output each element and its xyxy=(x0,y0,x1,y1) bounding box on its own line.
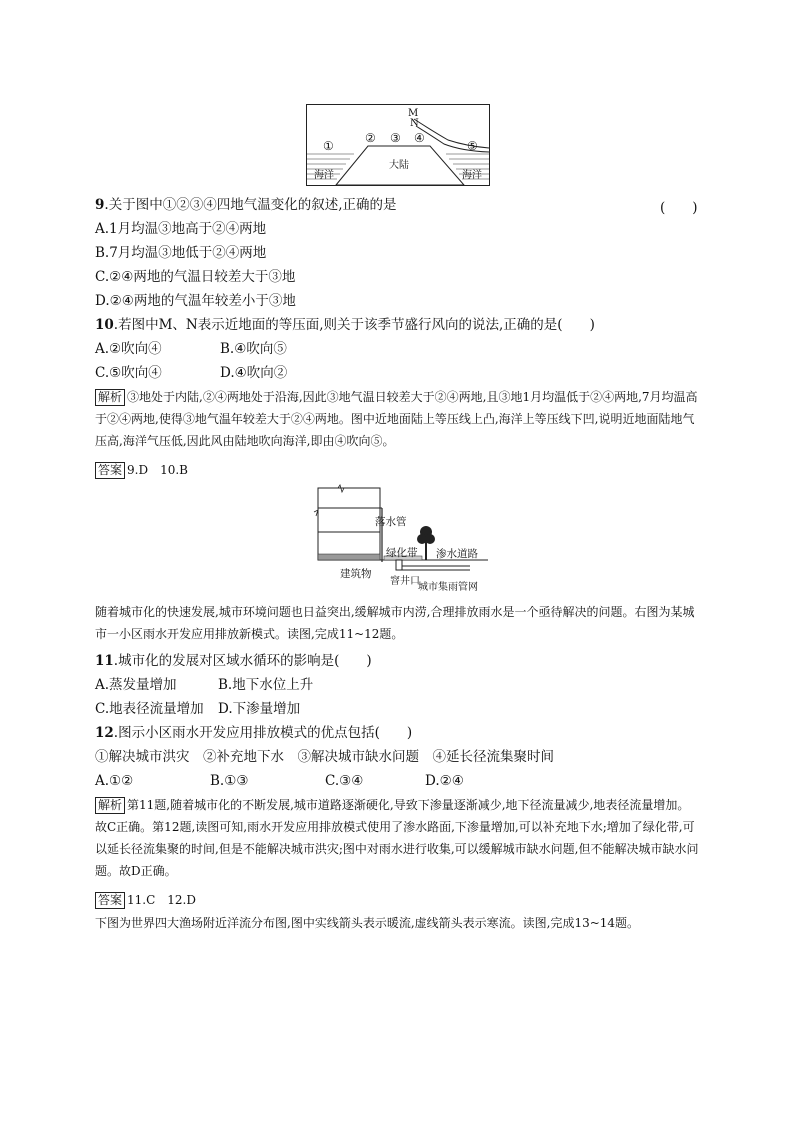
question-9 xyxy=(95,196,397,214)
question-10-stem: .若图中M、N表示近地面的等压面,则关于该季节盛行风向的说法,正确的是( ) xyxy=(113,317,595,333)
answer-tag-2: 答案 xyxy=(95,892,125,909)
question-12 xyxy=(95,724,412,742)
question-12-items: ①解决城市洪灾 ②补充地下水 ③解决城市缺水问题 ④延长径流集聚时间 xyxy=(95,749,554,765)
question-11 xyxy=(95,652,372,670)
analysis-11-12-text: 第11题,随着城市化的不断发展,城市道路逐渐硬化,导致下渗量逐渐减少,地下径流量减少,地表径流量增加。故C正确。第12题,读图可知,雨水开发应用排放模式使用了渗水路面,下渗量增加,可以补充地下水;增加了绿化带,可以延长径流集聚的时间,但是不能解决城市洪灾;图中对雨水进行收集,可以缓解城市缺水问题,但不能解决城市缺水问题。故D正确。 xyxy=(95,798,699,878)
question-9-option-d: D.②④两地的气温年较差小于③地 xyxy=(95,293,296,309)
analysis-tag-2: 解析 xyxy=(95,797,125,814)
question-10-option-a: A.②吹向④ xyxy=(95,341,162,357)
green-belt-label: 绿化带 xyxy=(386,547,418,559)
question-11-number: 11 xyxy=(95,653,114,669)
point-4-label: ④ xyxy=(414,131,425,145)
question-9-stem: .关于图中①②③④四地气温变化的叙述,正确的是 xyxy=(104,197,397,213)
question-10-options-row-1 xyxy=(95,340,287,358)
question-9-answer-bracket: ( ) xyxy=(660,200,698,216)
question-10-option-c: C.⑤吹向④ xyxy=(95,365,162,381)
land-label: 大陆 xyxy=(389,160,409,171)
question-11-option-d: D.下渗量增加 xyxy=(218,701,301,717)
pipe-network-label: 城市集雨管网 xyxy=(418,582,478,593)
question-12-option-b: B.①③ xyxy=(210,773,249,789)
question-12-option-d: D.②④ xyxy=(425,773,464,789)
answer-tag: 答案 xyxy=(95,462,125,479)
building-label: 建筑物 xyxy=(340,568,372,580)
question-11-options-row-2 xyxy=(95,700,300,718)
answer-9-10-text: 9.D 10.B xyxy=(127,463,188,477)
question-12-option-c: C.③④ xyxy=(325,773,364,789)
question-11-option-c: C.地表径流量增加 xyxy=(95,701,204,717)
question-11-options-row-1 xyxy=(95,676,313,694)
question-9-option-b: B.7月均温③地低于②④两地 xyxy=(95,245,267,261)
question-9-option-a: A.1月均温③地高于②④两地 xyxy=(95,221,267,237)
analysis-tag: 解析 xyxy=(95,389,125,406)
question-11-stem: .城市化的发展对区域水循环的影响是( ) xyxy=(113,653,372,669)
analysis-9-10 xyxy=(95,386,701,452)
question-11-option-a: A.蒸发量增加 xyxy=(95,677,177,693)
permeable-road-label: 渗水道路 xyxy=(436,548,478,560)
question-9-number: 9 xyxy=(95,197,105,213)
manhole-label: 窨井口 xyxy=(390,576,420,587)
answer-11-12 xyxy=(95,889,701,911)
question-12-stem: .图示小区雨水开发应用排放模式的优点包括( ) xyxy=(113,725,413,741)
answer-11-12-text: 11.C 12.D xyxy=(127,893,196,907)
answer-9-10 xyxy=(95,459,701,481)
analysis-9-10-text: ③地处于内陆,②④两地处于沿海,因此③地气温日较差大于②④两地,且③地1月均温低于②④两地,7月均温高于②④两地,使得③地气温年较差大于②④两地。图中近地面陆上等压线上凸,海洋上等压线下凹,说明近地面陆地气压高,海洋气压低,因此风由陆地吹向海洋,即由④吹向⑤。 xyxy=(95,390,698,448)
point-1-label: ① xyxy=(323,139,334,153)
isobar-n-label: N xyxy=(410,118,419,129)
intro-11-12: 随着城市化的快速发展,城市环境问题也日益突出,缓解城市内涝,合理排放雨水是一个亟待解决的问题。右图为某城市一小区雨水开发应用排放新模式。读图,完成11~12题。 xyxy=(95,605,695,641)
question-10-option-b: B.④吹向⑤ xyxy=(220,341,287,357)
question-12-number: 12 xyxy=(95,725,114,741)
intro-13-14: 下图为世界四大渔场附近洋流分布图,图中实线箭头表示暖流,虚线箭头表示寒流。读图,完成13~14题。 xyxy=(95,916,640,930)
point-3-label: ③ xyxy=(390,131,401,145)
sea-right-label: 海洋 xyxy=(462,170,482,181)
question-9-option-c: C.②④两地的气温日较差大于③地 xyxy=(95,269,296,285)
point-5-label: ⑤ xyxy=(467,139,478,153)
question-11-option-b: B.地下水位上升 xyxy=(218,677,314,693)
analysis-11-12 xyxy=(95,794,701,882)
question-10-option-d: D.④吹向② xyxy=(220,365,288,381)
question-10-number: 10 xyxy=(95,317,114,333)
isobar-m-label: M xyxy=(408,108,419,119)
downpipe-label: 落水管 xyxy=(375,516,407,528)
question-12-options-row xyxy=(95,772,464,790)
question-10-options-row-2 xyxy=(95,364,287,382)
point-2-label: ② xyxy=(365,131,376,145)
question-12-option-a: A.①② xyxy=(95,773,134,789)
question-10 xyxy=(95,316,595,334)
sea-left-label: 海洋 xyxy=(314,170,334,181)
